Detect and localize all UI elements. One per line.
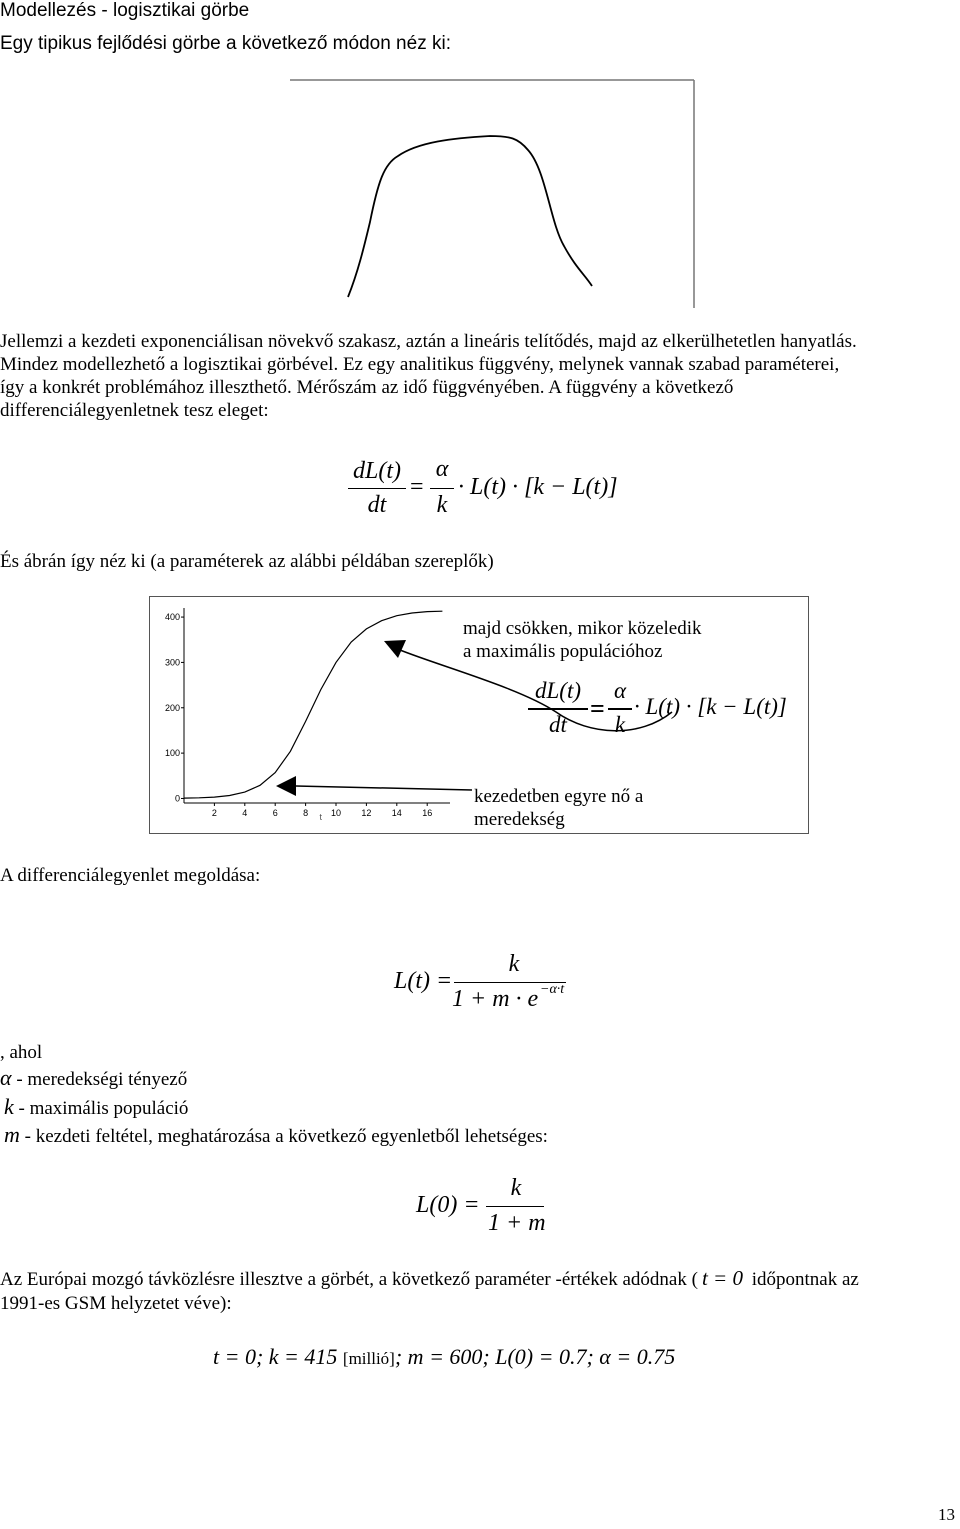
definition-alpha: α - meredekségi tényező [0, 1065, 188, 1090]
x-tick-label: 10 [330, 808, 342, 818]
y-tick-label: 300 [164, 657, 180, 668]
annotation-top: majd csökken, mikor közeledik a maximális populációhoz [463, 618, 702, 662]
y-tick-label: 100 [164, 748, 180, 759]
y-tick-label: 200 [164, 702, 180, 713]
annotation-bottom: kezedetben egyre nő a meredekség [474, 786, 644, 830]
page-title: Modellezés - logisztikai görbe [0, 0, 250, 21]
x-tick-label: 14 [391, 808, 402, 818]
y-tick-label: 400 [164, 612, 180, 623]
definition-k: k - maximális populáció [4, 1094, 189, 1119]
paragraph-figure-intro: És ábrán így néz ki (a paraméterek az alábbi példában szereplők) [0, 551, 494, 572]
x-tick-label: 16 [422, 808, 433, 818]
arrow-top [384, 640, 672, 731]
paragraph-description: Jellemzi a kezdeti exponenciálisan növekvő szakasz, aztán a lineáris telítődés, majd az elkerülhetetlen hanyatlás. Mindez modellezhető a logisztikai görbével. Ez egy analitikus függvény, melynek vannak szabad paraméterei, így a konkrét problémához illeszthető. Mérőszám az idő függvényében. A függvény a következő differenciálegyenletnek tesz eleget: [0, 331, 857, 421]
where-label: , ahol [0, 1042, 43, 1063]
x-tick-label: 8 [303, 808, 309, 818]
arrow-bottom [276, 776, 472, 796]
x-tick-label: 4 [242, 808, 248, 818]
x-tick-label: 6 [272, 808, 278, 818]
paragraph-solution-intro: A differenciálegyenlet megoldása: [0, 865, 261, 886]
page-number: 13 [938, 1505, 955, 1524]
x-axis-label: t [319, 812, 323, 822]
definition-m: m - kezdeti feltétel, meghatározása a következő egyenletből lehetséges: [4, 1122, 548, 1147]
x-tick-label: 12 [361, 808, 372, 818]
paragraph-fit-line2: 1991-es GSM helyzetet véve): [0, 1293, 232, 1314]
intro-line: Egy tipikus fejlődési görbe a következő módon néz ki: [0, 33, 451, 54]
parameter-values: t = 0; k = 415 [millió]; m = 600; L(0) = 0.7; α = 0.75 [213, 1344, 676, 1369]
y-tick-label: 0 [174, 793, 180, 804]
x-tick-label: 2 [211, 808, 217, 818]
paragraph-fit: Az Európai mozgó távközlésre illesztve a görbét, a következő paraméter -értékek adódnak ( t = 0 időpontnak az [0, 1266, 859, 1290]
